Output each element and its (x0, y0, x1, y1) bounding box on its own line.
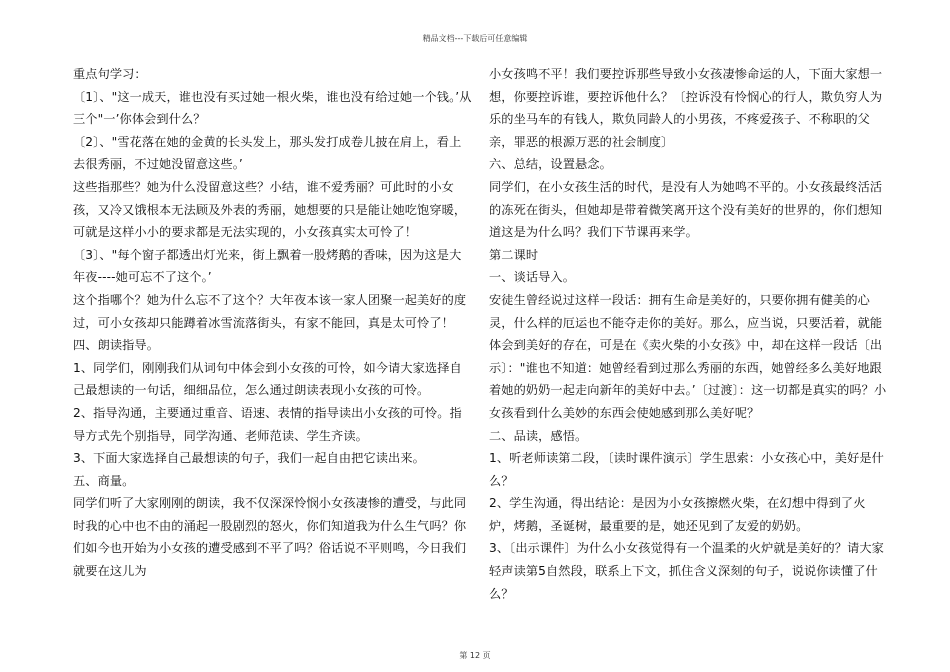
left-paragraph-6: 这个指哪个？她为什么忘不了这个？大年夜本该一家人团聚一起美好的度过，可小女孩却只能蹲着冰雪流落街头，有家不能回，真是太可怜了！ (73, 292, 467, 330)
left-paragraph-2: 〔1〕、"这一成天，谁也没有买过她一根火柴，谁也没有给过她一个钱。’从三个"一’你体会到什么？ (73, 89, 472, 127)
right-paragraph-9: 2、学生沟通，得出结论：是因为小女孩擦燃火柴，在幻想中得到了火炉，烤鹅，圣诞树，最重要的是，她还见到了友爱的奶奶。 (489, 496, 866, 533)
right-paragraph-5: 一、谈话导入。 (489, 270, 576, 285)
right-paragraph-4: 第二课时 (489, 247, 539, 262)
right-paragraph-2: 六、总结，设置悬念。 (489, 157, 612, 172)
right-column (489, 63, 889, 605)
right-paragraph-7: 二、品读，感悟。 (489, 428, 588, 443)
left-paragraph-11: 五、商量。 (73, 473, 135, 488)
right-paragraph-8: 1、听老师读第二段，〔读时课件演示〕学生思索：小女孩心中，美好是什么？ (489, 451, 884, 488)
page-header: 精品文档---下载后可任意编辑 (422, 34, 528, 43)
page-footer: 第 12 页 (459, 651, 491, 660)
right-paragraph-3: 同学们，在小女孩生活的时代，是没有人为她鸣不平的。小女孩最终活活的冻死在街头，但她却是带着微笑离开这个没有美好的世界的，你们想知道这是为什么吗？我们下节课再来学。 (489, 179, 883, 240)
left-paragraph-4: 这些指那些？她为什么没留意这些？小结，谁不爱秀丽？可此时的小女孩，又冷又饿根本无法顾及外表的秀丽，她想要的只是能让她吃饱穿暖，可就是这样小小的要求都是无法实现的，小女孩真实太可怜了！ (73, 179, 467, 240)
right-paragraph-1: 小女孩鸣不平！我们要控诉那些导致小女孩凄惨命运的人，下面大家想一想，你要控诉谁，要控诉他什么？〔控诉没有怜悯心的行人，欺负穷人为乐的坐马车的有钱人，欺负同龄人的小男孩，不疼爱孩子、不称职的父亲，罪恶的根源万恶的社会制度〕 (489, 67, 883, 149)
right-paragraph-6: 安徒生曾经说过这样一段话：拥有生命是美好的，只要你拥有健美的心灵，什么样的厄运也不能夺走你的美好。那么，应当说，只要活着，就能体会到美好的存在，可是在《卖火柴的小女孩》中，却在这样一段话〔出示〕："谁也不知道：她曾经看到过那么秀丽的东西，她曾经多么美好地跟着她的奶奶一起走向新年的美好中去。’〔过渡〕：这一切都是真实的吗？小女孩看到什么美妙的东西会使她感到那么美好呢？ (489, 292, 887, 420)
left-paragraph-10: 3、下面大家选择自己最想读的句子，我们一起自由把它读出来。 (73, 451, 425, 466)
right-paragraph-10: 3、〔出示课件〕为什么小女孩觉得有一个温柔的火炉就是美好的？请大家轻声读第5自然段，联系上下文，抓住含义深刻的句子，说说你读懂了什么？ (489, 541, 884, 601)
left-paragraph-9: 2、指导沟通，主要通过重音、语速、表情的指导读出小女孩的可怜。指导方式先个别指导，同学沟通、老师范读、学生齐读。 (73, 405, 462, 443)
left-paragraph-7: 四、朗读指导。 (73, 338, 160, 353)
left-paragraph-3: 〔2〕、"雪花落在她的金黄的长头发上，那头发打成卷儿披在肩上，看上去很秀丽，不过她没留意这些。’ (73, 134, 462, 172)
left-paragraph-1: 重点句学习： (73, 67, 147, 81)
left-paragraph-5: 〔3〕、"每个窗子都透出灯光来，街上飘着一股烤鹅的香味，因为这是大年夜----她可忘不了这个。’ (73, 247, 462, 285)
left-paragraph-8: 1、同学们，刚刚我们从词句中体会到小女孩的可怜，如今请大家选择自己最想读的一句话，细细品位，怎么通过朗读表现小女孩的可怜。 (73, 360, 462, 398)
left-paragraph-12: 同学们听了大家刚刚的朗读，我不仅深深怜悯小女孩凄惨的遭受，与此同时我的心中也不由的涌起一股剧烈的怒火，你们知道我为什么生气吗？你们如今也开始为小女孩的遭受感到不平了吗？俗话说不平则鸣，今日我们就要在这儿为 (73, 496, 467, 579)
left-column (73, 63, 473, 583)
